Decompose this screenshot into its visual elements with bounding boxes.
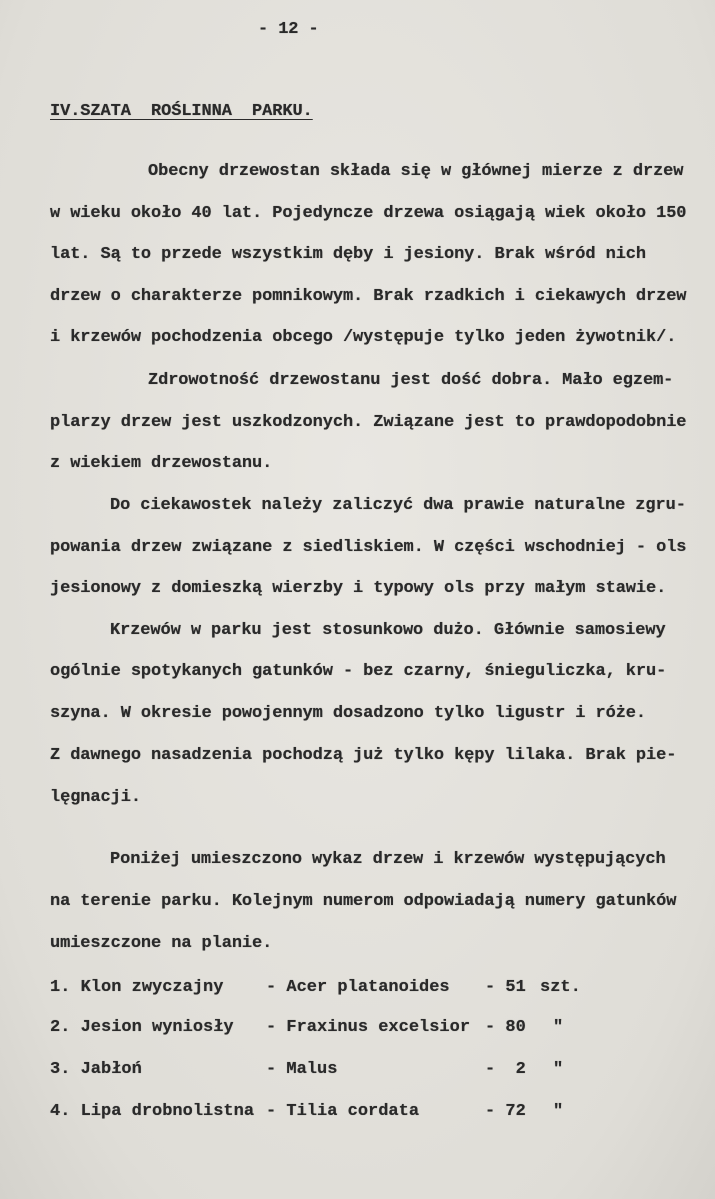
species-polish-name: 4. Lipa drobnolistna bbox=[50, 1102, 255, 1121]
text-line: i krzewów pochodzenia obcego /występuje tylko jeden żywotnik/. bbox=[50, 328, 677, 347]
species-count: - 2 bbox=[485, 1060, 526, 1079]
text-line: w wieku około 40 lat. Pojedyncze drzewa osiągają wiek około 150 bbox=[50, 204, 687, 223]
text-line: powania drzew związane z siedliskiem. W części wschodniej - ols bbox=[50, 538, 687, 557]
text-line: lęgnacji. bbox=[50, 788, 141, 807]
species-count: - 51 bbox=[485, 978, 526, 997]
species-unit: " bbox=[553, 1102, 564, 1121]
text-line: z wiekiem drzewostanu. bbox=[50, 454, 273, 473]
text-line: jesionowy z domieszką wierzby i typowy ols przy małym stawie. bbox=[50, 579, 667, 598]
species-polish-name: 2. Jesion wyniosły bbox=[50, 1018, 234, 1037]
text-line: Z dawnego nasadzenia pochodzą już tylko kępy lilaka. Brak pie- bbox=[50, 746, 677, 765]
species-unit: szt. bbox=[540, 978, 581, 997]
section-heading: IV.SZATA ROŚLINNA PARKU. bbox=[50, 102, 313, 121]
text-line: szyna. W okresie powojennym dosadzono tylko ligustr i róże. bbox=[50, 704, 646, 723]
species-count: - 72 bbox=[485, 1102, 526, 1121]
text-line: plarzy drzew jest uszkodzonych. Związane jest to prawdopodobnie bbox=[50, 413, 687, 432]
text-line: na terenie parku. Kolejnym numerom odpowiadają numery gatunków bbox=[50, 892, 677, 911]
page-number: - 12 - bbox=[258, 20, 319, 39]
text-line: drzew o charakterze pomnikowym. Brak rzadkich i ciekawych drzew bbox=[50, 287, 687, 306]
species-latin-name: - Acer platanoides bbox=[266, 978, 450, 997]
text-line: lat. Są to przede wszystkim dęby i jesiony. Brak wśród nich bbox=[50, 245, 646, 264]
text-line: Obecny drzewostan składa się w głównej mierze z drzew bbox=[148, 162, 684, 181]
text-line: Poniżej umieszczono wykaz drzew i krzewów występujących bbox=[110, 850, 666, 869]
text-line: Krzewów w parku jest stosunkowo dużo. Głównie samosiewy bbox=[110, 621, 666, 640]
species-polish-name: 3. Jabłoń bbox=[50, 1060, 142, 1079]
species-count: - 80 bbox=[485, 1018, 526, 1037]
species-latin-name: - Malus bbox=[266, 1060, 338, 1079]
species-unit: " bbox=[553, 1060, 564, 1079]
text-line: Zdrowotność drzewostanu jest dość dobra. Mało egzem- bbox=[148, 371, 674, 390]
text-line: umieszczone na planie. bbox=[50, 934, 273, 953]
text-line: ogólnie spotykanych gatunków - bez czarny, śnieguliczka, kru- bbox=[50, 662, 667, 681]
species-unit: " bbox=[553, 1018, 564, 1037]
species-latin-name: - Fraxinus excelsior bbox=[266, 1018, 471, 1037]
text-line: Do ciekawostek należy zaliczyć dwa prawie naturalne zgru- bbox=[110, 496, 686, 515]
species-latin-name: - Tilia cordata bbox=[266, 1102, 420, 1121]
species-polish-name: 1. Klon zwyczajny bbox=[50, 978, 224, 997]
